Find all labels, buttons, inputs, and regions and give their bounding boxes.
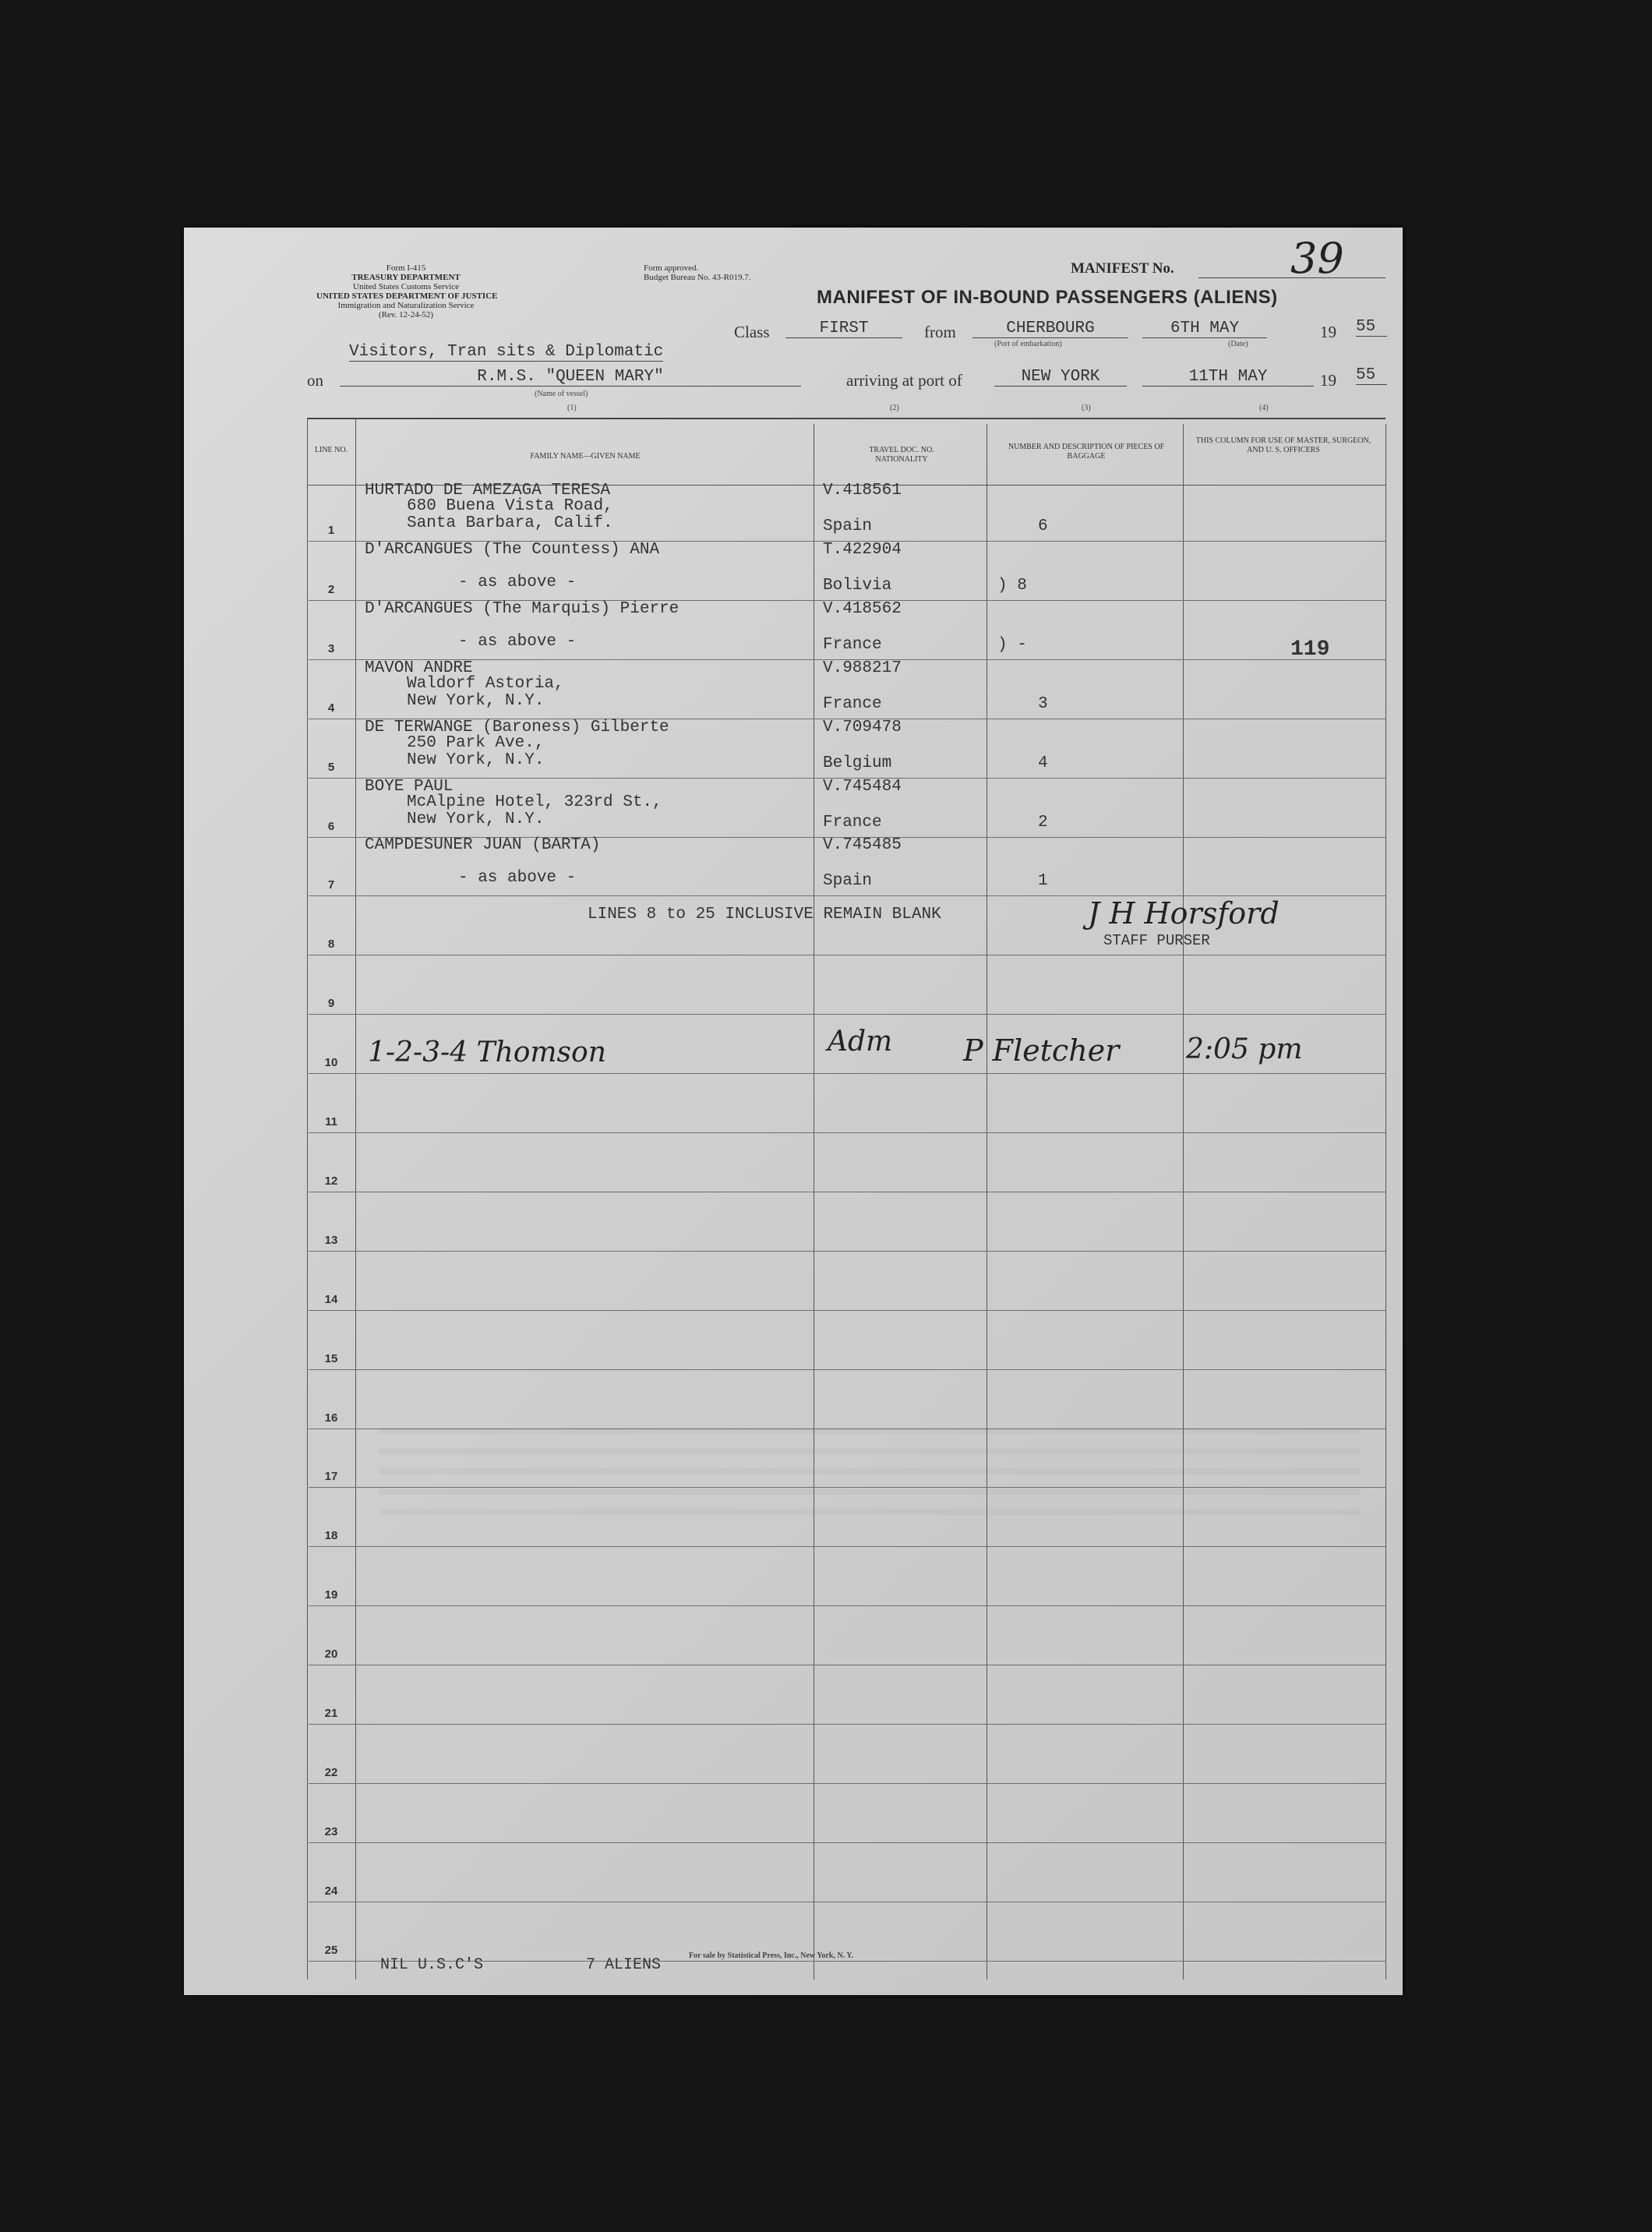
passenger-nationality: Bolivia [823, 576, 892, 595]
passenger-address-line2: New York, N.Y. [407, 750, 545, 769]
class-value-text: FIRST [819, 320, 869, 337]
line-number: 9 [327, 997, 335, 1011]
travel-doc-number: T.422904 [823, 540, 902, 559]
passenger-nationality: France [823, 635, 882, 654]
passenger-nationality: Spain [823, 517, 873, 535]
line-number: 22 [324, 1765, 338, 1779]
row-rule [309, 1783, 1385, 1784]
column-number-4: (4) [1259, 404, 1269, 412]
class-value [785, 320, 902, 338]
officer-note: 119 [1290, 637, 1330, 662]
passenger-address-line1: 250 Park Ave., [407, 733, 545, 752]
passenger-name: BOYE PAUL [365, 777, 454, 796]
line-number: 24 [324, 1884, 338, 1898]
column-header-officers [1195, 436, 1371, 455]
passenger-name: CAMPDESUNER JUAN (BARTA) [365, 836, 601, 855]
purser-signature: J H Horsford [1088, 896, 1280, 931]
date-caption: (Date) [1228, 340, 1248, 348]
handwritten-admitted: Adm [828, 1026, 893, 1058]
arrival-date-text: 11TH MAY [1188, 368, 1268, 386]
department-of-justice: UNITED STATES DEPARTMENT OF JUSTICE [316, 291, 498, 301]
line-number: 18 [324, 1529, 338, 1543]
line-number: 19 [324, 1588, 338, 1602]
manifest-title: MANIFEST OF IN-BOUND PASSENGERS (ALIENS) [817, 287, 1278, 308]
passenger-nationality: France [823, 694, 882, 713]
table-top-rule [307, 418, 1385, 419]
baggage-count: ) - [997, 635, 1027, 654]
footer-printer: For sale by Statistical Press, Inc., New York, N. Y. [689, 1951, 854, 1960]
from-value-text: CHERBOURG [1006, 320, 1095, 337]
arriving-label: arriving at port of [846, 371, 962, 390]
visitors-note: Visitors, Tran sits & Diplomatic [349, 343, 664, 361]
row-rule [309, 1251, 1385, 1252]
line-number: 20 [324, 1648, 338, 1662]
row-rule [309, 1369, 1385, 1370]
row-rule [309, 1546, 1385, 1547]
passenger-address-line2: New York, N.Y. [407, 691, 545, 710]
line-number: 14 [324, 1292, 338, 1306]
arrival-date [1142, 368, 1314, 387]
revision-date: (Rev. 12-24-52) [378, 310, 434, 320]
class-label: Class [734, 323, 770, 341]
vessel-name-text: R.M.S. "QUEEN MARY" [477, 368, 664, 386]
baggage-count: 3 [1038, 694, 1048, 713]
from-value [972, 320, 1128, 338]
line-number: 15 [324, 1351, 338, 1365]
arrival-port [994, 368, 1127, 387]
line-no-text: LINE NO. [314, 446, 348, 454]
budget-bureau-number: Budget Bureau No. 43-R019.7. [644, 273, 751, 282]
passenger-nationality: Belgium [823, 754, 892, 772]
line-number: 23 [324, 1824, 338, 1838]
arrival-port-text: NEW YORK [1021, 368, 1100, 386]
travel-doc-number: V.418561 [823, 482, 902, 500]
passenger-nationality: France [823, 813, 882, 832]
form-approved: Form approved. [644, 263, 699, 273]
form-number: Form I-415 [386, 263, 426, 273]
line-number: 13 [324, 1233, 338, 1247]
row-rule [309, 1014, 1385, 1015]
handwritten-time: 2:05 pm [1186, 1033, 1303, 1065]
customs-service: United States Customs Service [353, 282, 459, 291]
column-header-travel-doc [843, 446, 960, 464]
on-label: on [307, 371, 323, 390]
handwritten-inspector-note: 1-2-3-4 Thomson [368, 1037, 606, 1068]
baggage-header-text: NUMBER AND DESCRIPTION OF PIECES OF BAGGAGE [1008, 443, 1165, 461]
line-number: 4 [327, 701, 335, 715]
line-number: 17 [324, 1470, 338, 1484]
column-number-3: (3) [1082, 404, 1091, 412]
travel-doc-number: V.745485 [823, 836, 902, 855]
row-rule [309, 1073, 1385, 1074]
passenger-address-line1: 680 Buena Vista Road, [407, 497, 613, 515]
table-right-border [1385, 424, 1386, 1979]
manifest-number-label: MANIFEST No. [1071, 260, 1174, 277]
baggage-count: 1 [1038, 872, 1048, 891]
travel-doc-number: V.988217 [823, 659, 902, 677]
row-rule [309, 1132, 1385, 1133]
passenger-name: HURTADO DE AMEZAGA TERESA [365, 482, 611, 500]
treasury-department: TREASURY DEPARTMENT [351, 273, 461, 282]
row-rule [309, 1605, 1385, 1606]
line-number: 21 [324, 1707, 338, 1720]
footer-nil-uscs: NIL U.S.C'S [380, 1956, 484, 1974]
name-header-text: FAMILY NAME—GIVEN NAME [530, 452, 641, 461]
travel-doc-number: V.745484 [823, 777, 902, 796]
vessel-name [340, 368, 801, 387]
passenger-name: D'ARCANGUES (The Countess) ANA [365, 540, 660, 559]
from-label: from [924, 323, 956, 341]
baggage-officer-divider [1183, 424, 1184, 1979]
line-number: 1 [327, 524, 335, 537]
line-number: 10 [324, 1056, 338, 1070]
line-number: 7 [327, 878, 335, 892]
line-number: 12 [324, 1174, 338, 1188]
footer-aliens-count: 7 ALIENS [586, 1956, 662, 1974]
date-value-text: 6TH MAY [1170, 320, 1240, 337]
baggage-count: 2 [1038, 813, 1048, 832]
baggage-count: 4 [1038, 754, 1048, 772]
passenger-address-line1: Waldorf Astoria, [407, 674, 564, 693]
line-number: 25 [324, 1943, 338, 1957]
year-value: 55 [1356, 318, 1387, 337]
travel-doc-number: V.709478 [823, 718, 902, 736]
line-number: 8 [327, 938, 335, 952]
arrival-year-prefix: 19 [1320, 371, 1336, 390]
line-number: 2 [327, 582, 335, 596]
passenger-address-line1: McAlpine Hotel, 323rd St., [407, 793, 662, 811]
date-value [1142, 320, 1267, 338]
passenger-address-line2: New York, N.Y. [407, 810, 545, 828]
travel-doc-header-text: TRAVEL DOC. NO. NATIONALITY [869, 446, 934, 464]
approval-block [644, 263, 750, 282]
baggage-count: ) 8 [997, 576, 1027, 595]
line-number: 5 [327, 760, 335, 774]
passenger-name: D'ARCANGUES (The Marquis) Pierre [365, 599, 680, 618]
year-prefix: 19 [1320, 323, 1336, 341]
handwritten-officer: P Fletcher [963, 1033, 1120, 1068]
line-no-divider [355, 418, 356, 1979]
travel-doc-number: V.418562 [823, 599, 902, 618]
column-header-name [363, 452, 807, 461]
row-rule [309, 1310, 1385, 1311]
line-number: 6 [327, 819, 335, 833]
row-rule [309, 1724, 1385, 1725]
purser-title: STAFF PURSER [1103, 932, 1210, 949]
table-left-border [307, 418, 308, 1979]
passenger-address-line2: - as above - [458, 869, 577, 888]
arrival-year: 55 [1356, 366, 1387, 385]
column-number-1: (1) [567, 404, 577, 412]
line-number: 3 [327, 641, 335, 655]
column-header-baggage [994, 443, 1178, 461]
vessel-caption: (Name of vessel) [535, 390, 588, 398]
passenger-name: DE TERWANGE (Baroness) Gilberte [365, 718, 669, 736]
manifest-page [184, 228, 1403, 1995]
column-number-2: (2) [890, 404, 899, 412]
passenger-address-line2: - as above - [458, 573, 577, 592]
immigration-service: Immigration and Naturalization Service [337, 301, 475, 310]
passenger-address-line2: Santa Barbara, Calif. [407, 514, 613, 532]
row-rule [309, 1842, 1385, 1843]
manifest-number: 39 [1290, 234, 1344, 283]
passenger-nationality: Spain [823, 872, 873, 891]
passenger-address-line2: - as above - [458, 632, 577, 651]
blank-lines-note: LINES 8 to 25 INCLUSIVE REMAIN BLANK [588, 906, 941, 924]
officers-header-text: THIS COLUMN FOR USE OF MASTER, SURGEON, AND U. S. OFFICERS [1195, 436, 1371, 454]
column-header-line-no [309, 446, 354, 455]
passenger-name: MAVON ANDRE [365, 659, 473, 677]
form-id-block [316, 263, 496, 320]
from-caption: (Port of embarkation) [994, 340, 1062, 348]
line-number: 11 [325, 1115, 337, 1128]
bleed-through-shadow [379, 1428, 1361, 1529]
line-number: 16 [324, 1411, 338, 1425]
baggage-count: 6 [1038, 517, 1048, 535]
